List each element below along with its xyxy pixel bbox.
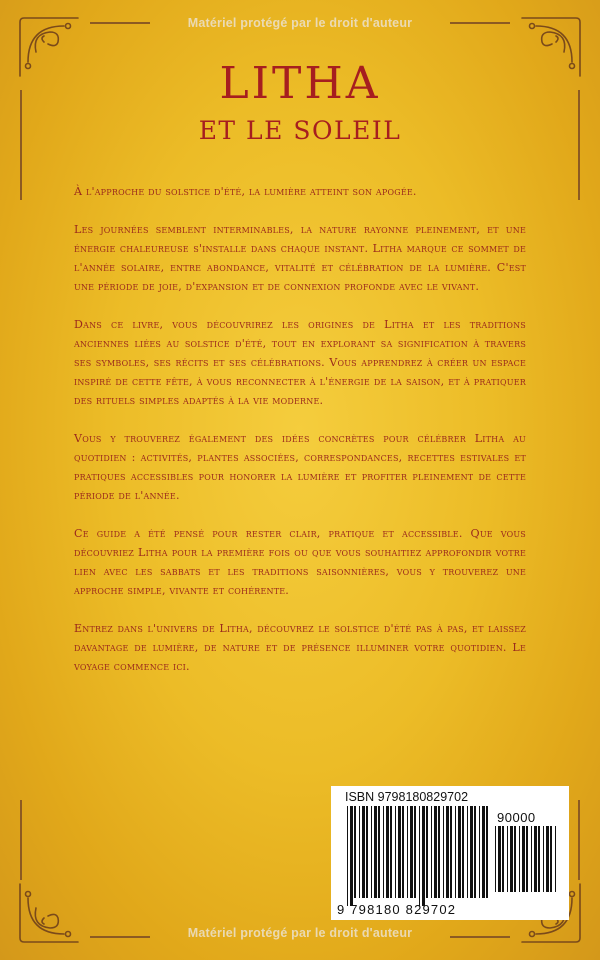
barcode-bar: [434, 806, 437, 898]
barcode-bar: [522, 826, 525, 892]
barcode-bar: [467, 806, 468, 898]
frame-line-top-right: [450, 22, 510, 24]
barcode-bar: [374, 806, 377, 898]
price-code: 90000: [497, 810, 536, 825]
frame-line-right-lower: [578, 800, 580, 880]
barcode-bar: [482, 806, 485, 898]
frame-line-left: [20, 90, 22, 200]
barcode-bar: [443, 806, 444, 898]
barcode-bar: [486, 806, 488, 898]
barcode-bar: [455, 806, 456, 898]
barcode-bar: [366, 806, 368, 898]
barcode-bar: [474, 806, 476, 898]
barcode-bar: [526, 826, 528, 892]
barcode-bar: [383, 806, 384, 898]
barcode-bar: [350, 806, 353, 906]
barcode-bar: [422, 806, 425, 906]
barcode-bar: [362, 806, 365, 898]
copyright-watermark-top: Matériel protégé par le droit d'auteur: [187, 16, 413, 30]
blurb-paragraph-4: Vous y trouverez également des idées concrètes pour célébrer Litha au quotidien : activités, plantes associées, correspondances, recettes estivales et pratiques accessibles pour honorer la lumière et profiter pleinement de cette période de l'année.: [74, 432, 526, 502]
barcode-bar: [470, 806, 473, 898]
barcode-bar: [498, 826, 501, 892]
barcode-bar: [546, 826, 549, 892]
book-title: LITHA: [219, 58, 381, 109]
barcode-bar: [531, 826, 532, 892]
barcode-bar: [378, 806, 380, 898]
barcode-bar: [386, 806, 389, 898]
barcode-bar: [519, 826, 520, 892]
blurb-paragraph-3: Dans ce livre, vous découvrirez les origines de Litha et les traditions anciennes liées au solstice d'été, tout en explorant sa signification à travers ses symboles, ses récits et ses célébrations. Vous apprendrez à créer un espace inspiré de cette fête, à vous reconnecter à l'énergie de la saison, et à pratiquer des rituels simples adaptés à la vie moderne.: [74, 318, 526, 407]
copyright-watermark-bottom: Matériel protégé par le droit d'auteur: [187, 926, 413, 940]
barcode-bar: [414, 806, 416, 898]
barcode-bar: [510, 826, 513, 892]
blurb-paragraph-1: À l'approche du solstice d'été, la lumière atteint son apogée.: [74, 185, 417, 198]
barcode-bar: [410, 806, 413, 898]
frame-line-right: [578, 90, 580, 200]
ean-barcode: [347, 806, 493, 906]
back-cover-blurb: [74, 182, 526, 695]
barcode-bar: [479, 806, 480, 898]
barcode-bar: [407, 806, 408, 898]
barcode-bar: [555, 826, 556, 892]
addon-barcode: [495, 826, 559, 906]
barcode-bar: [514, 826, 516, 892]
barcode-bar: [395, 806, 396, 898]
barcode-bar: [390, 806, 392, 898]
barcode-bar: [438, 806, 440, 898]
blurb-paragraph-6: Entrez dans l'univers de Litha, découvrez le solstice d'été pas à pas, et laissez davantage de lumière, de nature et de présence illuminer votre quotidien. Le voyage commence ici.: [74, 622, 526, 673]
barcode-bar: [371, 806, 372, 898]
barcode-bar: [347, 806, 348, 906]
blurb-paragraph-2: Les journées semblent interminables, la nature rayonne pleinement, et une énergie chaleureuse s'installe dans chaque instant. Litha marque ce sommet de l'année solaire, entre abondance, vitalité et célébration de la lumière. C'est une période de joie, d'expansion et de connexion profonde avec le vivant.: [74, 223, 526, 293]
barcode-bar: [398, 806, 401, 898]
barcode-bar: [354, 806, 356, 898]
barcode-bar: [462, 806, 464, 898]
barcode-bar: [426, 806, 428, 898]
barcode-bar: [538, 826, 540, 892]
blurb-paragraph-5: Ce guide a été pensé pour rester clair, pratique et accessible. Que vous découvriez Litha pour la première fois ou que vous souhaitiez approfondir votre lien avec les sabbats et les traditions saisonnières, vous y trouverez une approche simple, vivante et cohérente.: [74, 527, 526, 597]
barcode-bar: [502, 826, 504, 892]
barcode-bar: [402, 806, 404, 898]
barcode-bar: [458, 806, 461, 898]
book-subtitle: ET LE SOLEIL: [198, 116, 402, 145]
barcode-bar: [450, 806, 452, 898]
frame-line-top-left: [90, 22, 150, 24]
isbn-label: ISBN 9798180829702: [345, 790, 469, 804]
barcode-bar: [419, 806, 420, 906]
barcode-bar: [534, 826, 537, 892]
barcode-bar: [359, 806, 360, 898]
barcode-bar: [446, 806, 449, 898]
isbn-digits: 9 798180 829702: [337, 902, 457, 917]
barcode-bar: [550, 826, 552, 892]
barcode-bar: [495, 826, 496, 892]
isbn-barcode-box: [331, 786, 569, 920]
barcode-bar: [507, 826, 508, 892]
frame-line-left-lower: [20, 800, 22, 880]
barcode-bar: [543, 826, 544, 892]
barcode-bar: [431, 806, 432, 898]
